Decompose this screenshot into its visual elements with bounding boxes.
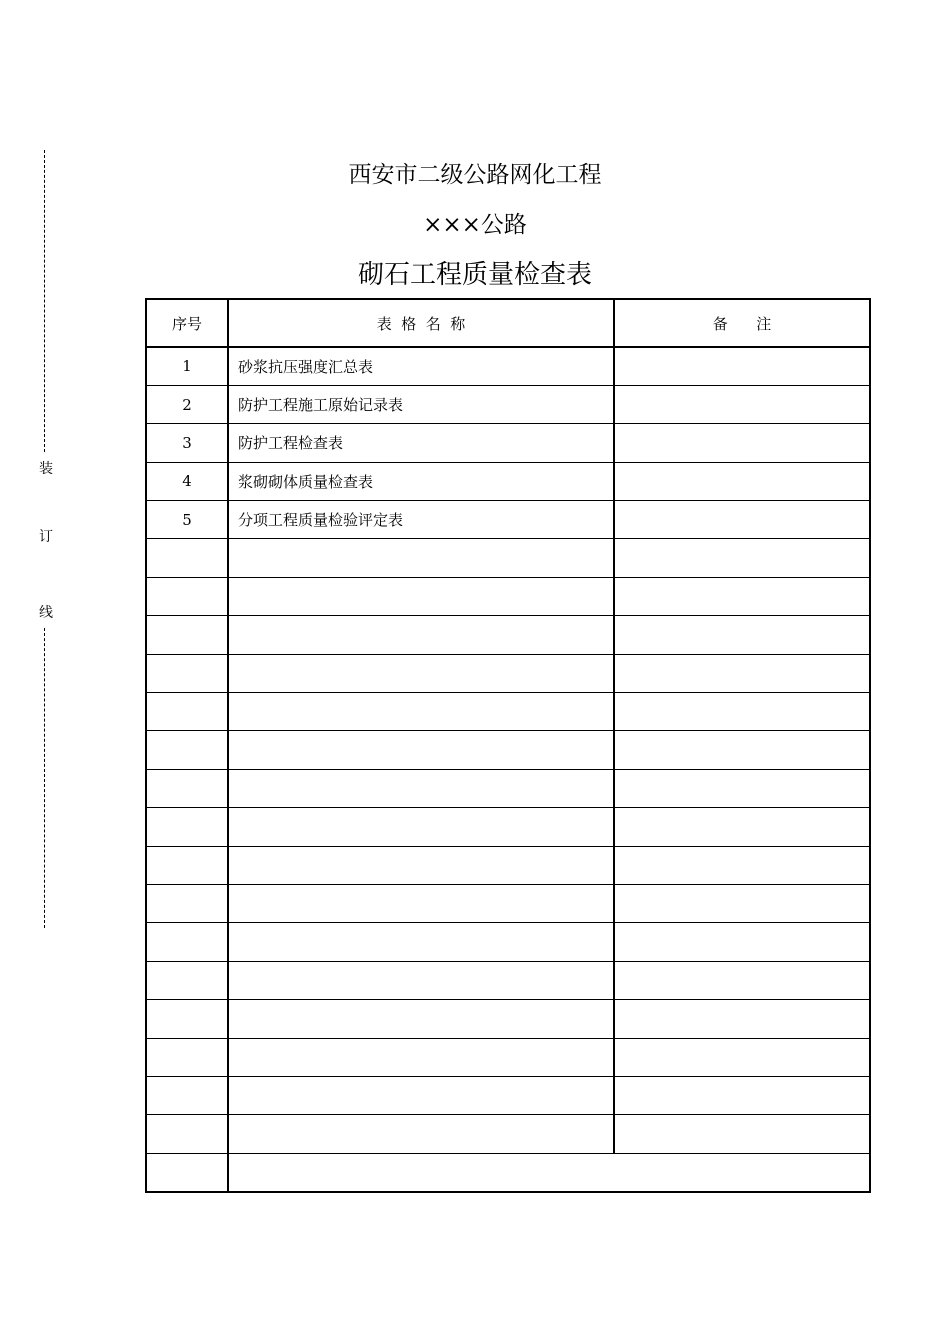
binding-line-top — [44, 150, 45, 452]
form-title: 砌石工程质量检查表 — [357, 260, 592, 290]
project-name: 西安市二级公路网化工程 — [348, 162, 602, 188]
empty-row — [146, 616, 870, 654]
row-number: 5 — [146, 501, 228, 539]
empty-cell — [146, 1115, 228, 1153]
empty-cell — [146, 923, 228, 961]
empty-cell — [228, 654, 614, 692]
empty-cell — [614, 616, 870, 654]
empty-cell — [146, 961, 228, 999]
empty-row — [146, 693, 870, 731]
empty-cell — [146, 693, 228, 731]
row-note — [614, 501, 870, 539]
binding-char-xian: 线 — [39, 605, 53, 621]
empty-row — [146, 961, 870, 999]
binding-char-zhuang: 装 — [39, 461, 53, 477]
empty-cell — [614, 693, 870, 731]
empty-row-merged — [146, 1153, 870, 1191]
row-note — [614, 424, 870, 462]
column-header-note: 备 注 — [614, 299, 870, 347]
empty-cell — [614, 961, 870, 999]
binding-char-ding: 订 — [39, 529, 53, 545]
table-row — [146, 424, 870, 462]
empty-cell — [228, 769, 614, 807]
empty-cell — [228, 539, 614, 577]
empty-cell — [146, 808, 228, 846]
empty-cell — [614, 539, 870, 577]
empty-cell — [228, 884, 614, 922]
empty-cell — [228, 577, 614, 615]
row-note — [614, 385, 870, 423]
empty-cell — [614, 1115, 870, 1153]
empty-merged-cell — [228, 1153, 870, 1191]
empty-cell — [228, 961, 614, 999]
empty-row — [146, 769, 870, 807]
empty-cell — [146, 654, 228, 692]
row-note — [614, 462, 870, 500]
table-row — [146, 385, 870, 423]
row-note — [614, 347, 870, 385]
empty-cell — [228, 616, 614, 654]
empty-row — [146, 1076, 870, 1114]
empty-row — [146, 731, 870, 769]
row-name: 砂浆抗压强度汇总表 — [228, 347, 614, 385]
empty-cell — [146, 539, 228, 577]
empty-cell — [228, 1038, 614, 1076]
empty-cell — [146, 616, 228, 654]
empty-cell — [146, 1000, 228, 1038]
table-row — [146, 347, 870, 385]
empty-cell — [146, 1153, 228, 1191]
column-header-name: 表 格 名 称 — [228, 299, 614, 347]
empty-row — [146, 846, 870, 884]
empty-cell — [146, 577, 228, 615]
empty-cell — [614, 769, 870, 807]
empty-row — [146, 1000, 870, 1038]
empty-cell — [146, 1076, 228, 1114]
row-name: 防护工程检查表 — [228, 424, 614, 462]
row-number: 1 — [146, 347, 228, 385]
empty-cell — [146, 731, 228, 769]
empty-cell — [228, 731, 614, 769]
empty-cell — [228, 923, 614, 961]
row-number: 2 — [146, 385, 228, 423]
inspection-table — [145, 298, 871, 1193]
empty-cell — [228, 808, 614, 846]
empty-row — [146, 1038, 870, 1076]
binding-line-bottom — [44, 628, 45, 928]
empty-row — [146, 923, 870, 961]
row-number: 3 — [146, 424, 228, 462]
empty-cell — [614, 1038, 870, 1076]
empty-row — [146, 654, 870, 692]
empty-cell — [228, 1115, 614, 1153]
empty-cell — [614, 577, 870, 615]
empty-row — [146, 539, 870, 577]
empty-cell — [228, 846, 614, 884]
empty-cell — [614, 1076, 870, 1114]
empty-cell — [614, 846, 870, 884]
empty-cell — [228, 1076, 614, 1114]
empty-cell — [146, 846, 228, 884]
road-name: ×××公路 — [423, 212, 527, 238]
empty-cell — [228, 693, 614, 731]
empty-cell — [614, 923, 870, 961]
empty-cell — [614, 884, 870, 922]
table-row — [146, 462, 870, 500]
row-name: 分项工程质量检验评定表 — [228, 501, 614, 539]
empty-cell — [146, 1038, 228, 1076]
empty-row — [146, 1115, 870, 1153]
empty-cell — [146, 884, 228, 922]
table-row — [146, 501, 870, 539]
table-header-row — [146, 299, 870, 347]
empty-cell — [614, 731, 870, 769]
empty-cell — [614, 1000, 870, 1038]
empty-row — [146, 808, 870, 846]
row-name: 防护工程施工原始记录表 — [228, 385, 614, 423]
row-name: 浆砌砌体质量检查表 — [228, 462, 614, 500]
empty-cell — [228, 1000, 614, 1038]
empty-cell — [614, 808, 870, 846]
empty-cell — [146, 769, 228, 807]
column-header-no: 序号 — [146, 299, 228, 347]
empty-row — [146, 884, 870, 922]
empty-row — [146, 577, 870, 615]
row-number: 4 — [146, 462, 228, 500]
empty-cell — [614, 654, 870, 692]
